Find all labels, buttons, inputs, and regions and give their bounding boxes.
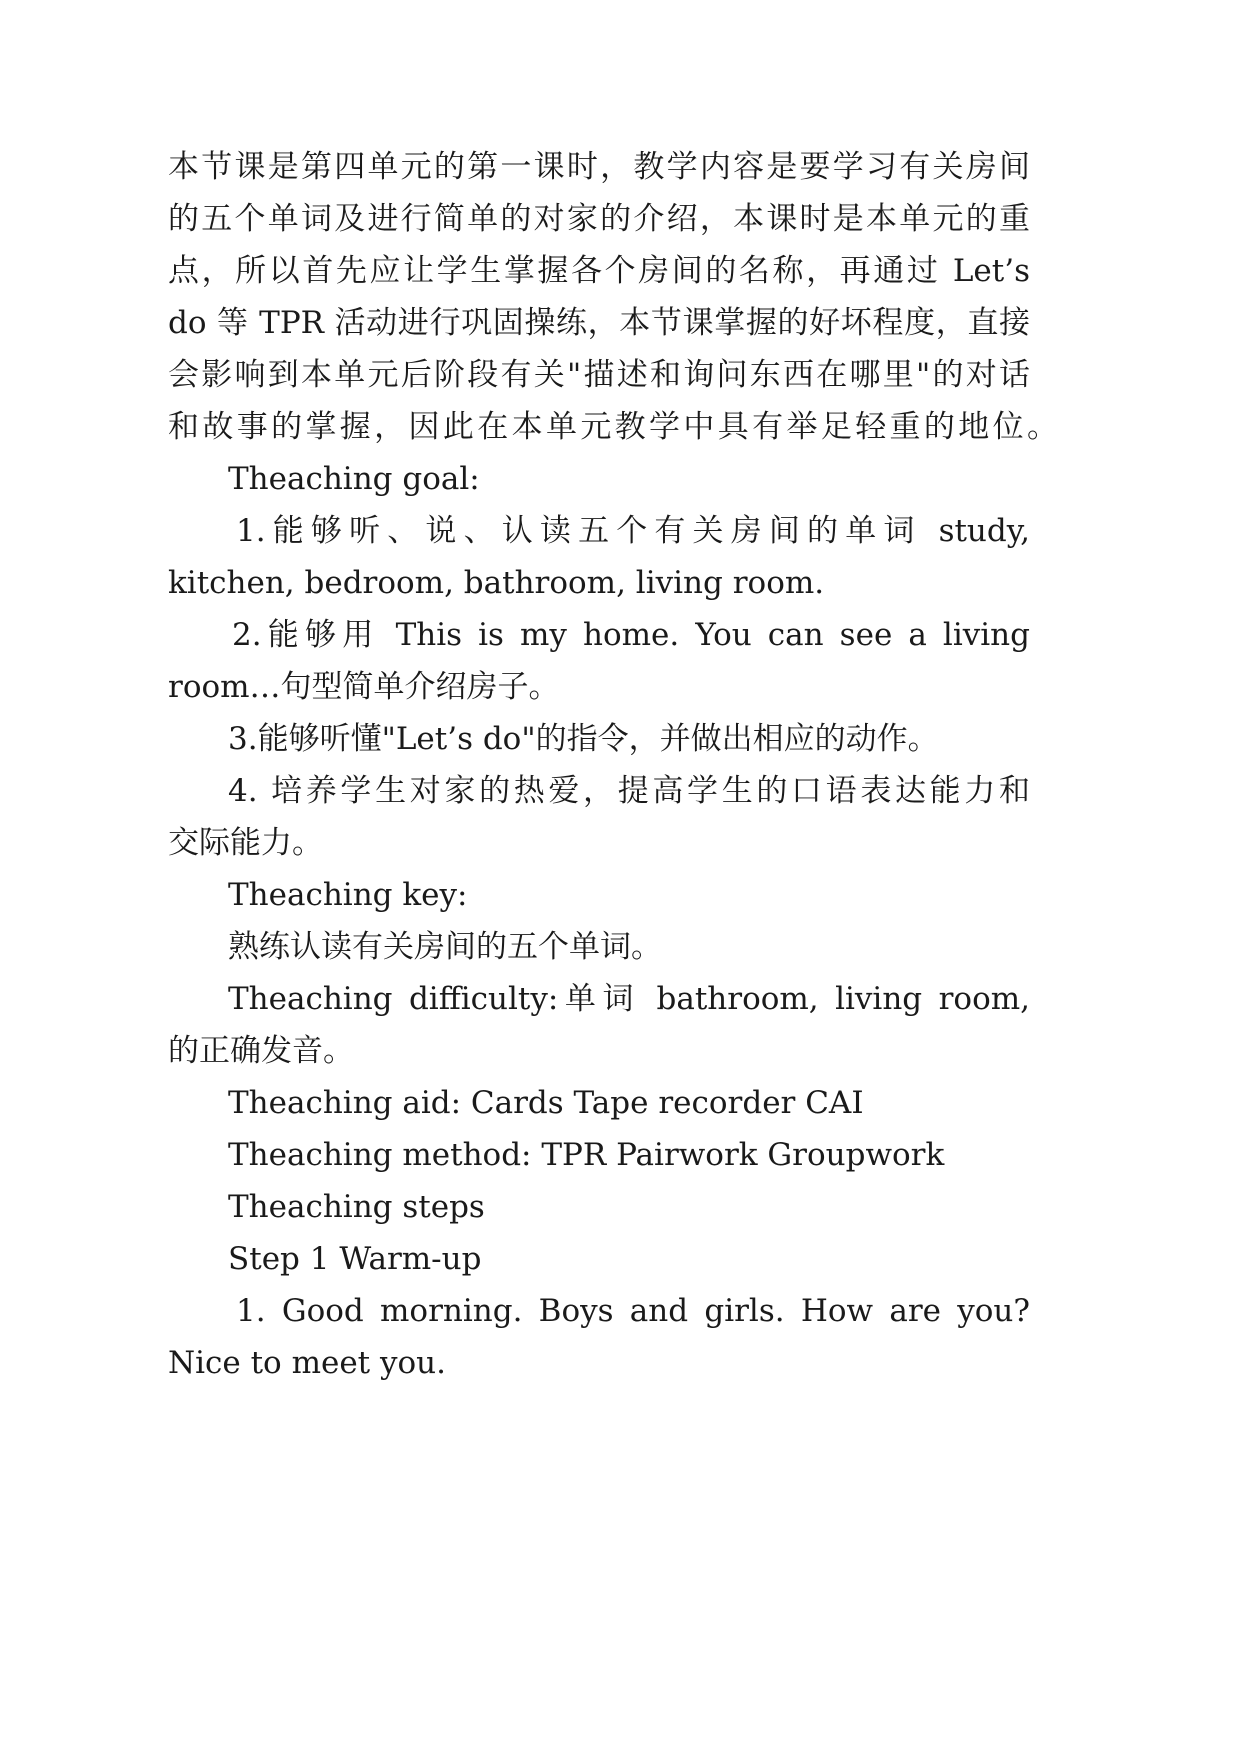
intro-line-6: 和故事的掌握，因此在本单元教学中具有举足轻重的地位。 [168,409,1058,445]
intro-line-5: 会影响到本单元后阶段有关"描述和询问东西在哪里"的对话 [168,357,1030,393]
step-1-item-1-line-1: 1. Good morning. Boys and girls. How are you? [236,1293,1030,1329]
intro-line-3: 点，所以首先应让学生掌握各个房间的名称，再通过 Let’s [168,253,1030,289]
goal-2-line-2: room…句型简单介绍房子。 [168,669,560,705]
goal-2-line-1: 2.能够用 This is my home. You can see a living [232,617,1030,653]
key-text: 熟练认读有关房间的五个单词。 [228,929,662,965]
step-1-item-1-line-2: Nice to meet you. [168,1345,446,1381]
teaching-aid: Theaching aid: Cards Tape recorder CAI [228,1085,864,1121]
step-1-heading: Step 1 Warm-up [228,1241,482,1277]
difficulty-line-1: Theaching difficulty:单词 bathroom, living room, [228,981,1030,1017]
goal-4-line-1: 4. 培养学生对家的热爱，提高学生的口语表达能力和 [228,773,1030,809]
intro-line-2: 的五个单词及进行简单的对家的介绍，本课时是本单元的重 [168,201,1030,237]
goal-1-line-1: 1.能够听、说、认读五个有关房间的单词 study, [236,513,1030,549]
intro-line-1: 本节课是第四单元的第一课时，教学内容是要学习有关房间 [168,149,1030,185]
goal-heading: Theaching goal: [228,461,480,497]
difficulty-line-2: 的正确发音。 [168,1033,354,1069]
teaching-method: Theaching method: TPR Pairwork Groupwork [228,1137,945,1173]
goal-3: 3.能够听懂"Let’s do"的指令，并做出相应的动作。 [228,721,939,757]
steps-heading: Theaching steps [228,1189,485,1225]
goal-4-line-2: 交际能力。 [168,825,323,861]
goal-1-line-2: kitchen, bedroom, bathroom, living room. [168,565,825,601]
key-heading: Theaching key: [228,877,468,913]
intro-line-4: do 等 TPR 活动进行巩固操练，本节课掌握的好坏程度，直接 [168,305,1030,341]
